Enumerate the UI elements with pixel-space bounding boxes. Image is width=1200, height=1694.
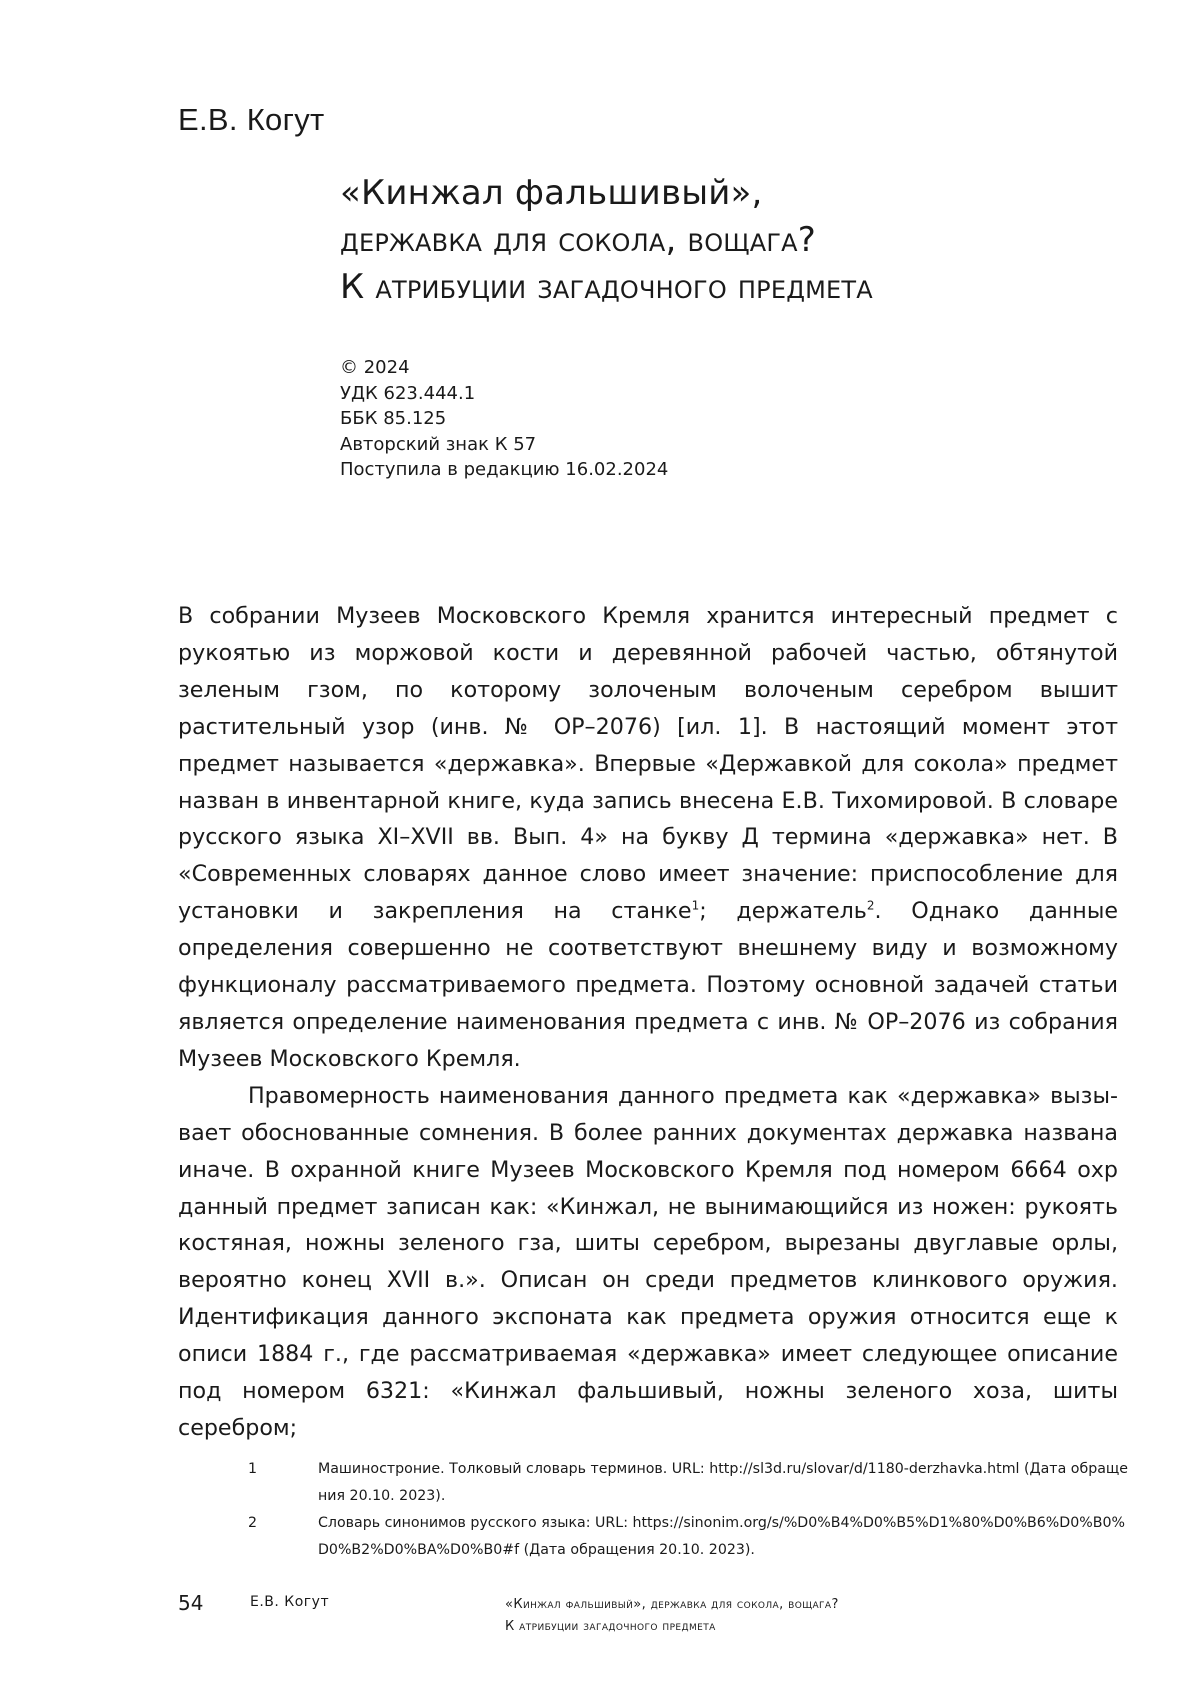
title-line-1: «Кинжал фальшивый», — [340, 173, 763, 213]
footnote-1-text: Машиностроние. Толковый словарь терминов. URL: http://sl3d.ru/slovar/d/1180-derzhavka.html (Дата обращения 20.10. 2023). — [318, 1461, 1128, 1504]
footer-author: Е.В. Когут — [250, 1594, 330, 1610]
footnotes — [248, 1456, 1128, 1564]
footer-title-line-1: «Кинжал фальшивый», державка для сокола, вощага? — [505, 1597, 839, 1612]
page-number: 54 — [178, 1591, 204, 1615]
footnote-1-number: 1 — [248, 1461, 258, 1477]
paragraph-2: Правомерность наименования данного предмета как «державка» вызывает обоснованные сомнения. В более ранних документах державка названа иначе. В охранной книге Музеев Московского Кремля под номером 6664 охр данный предмет записан как: «Кинжал, не вынимающийся из ножен: рукоять костяная, ножны зеленого гза, шиты серебром, вырезаны двуглавые орлы, вероятно конец XVII в.». Описан он среди предметов клинкового оружия. Идентификация данного экспоната как предмета оружия относится еще к описи 1884 г., где рассматриваемая «державка» имеет следующее описание под номером 6321: «Кинжал фальшивый, ножны зеленого хоза, шиты серебром; — [178, 1082, 1118, 1441]
article-title — [340, 170, 1140, 311]
page-author: Е.В. Когут — [178, 102, 325, 137]
udk-code: УДК 623.444.1 — [340, 382, 476, 404]
article-body — [178, 598, 1118, 1447]
author-sign: Авторский знак К 57 — [340, 433, 537, 455]
article-metadata — [340, 355, 668, 483]
title-line-2: державка для сокола, вощага? — [340, 220, 817, 260]
footnote-ref-1[interactable]: 1 — [691, 898, 700, 913]
copyright: © 2024 — [340, 357, 410, 378]
paragraph-1-part-b: ; держатель — [699, 898, 867, 925]
paragraph-1-part-a: В собрании Музеев Московского Кремля хранится интересный предмет с рукоятью из моржовой кости и деревянной рабочей частью, обтянутой зеленым гзом, по которому золоченым волоченым серебром вышит растительный узор (инв. № ОР–2076) [ил. 1]. В настоящий момент этот предмет называется «державка». Впервые «Державкой для сокола» предмет назван в инвентарной книге, куда запись внесена Е.В. Тихомировой. В словаре русского языка XI–XVII вв. Вып. 4» на букву Д термина «державка» нет. В «Современных словарях данное слово имеет значение: приспособление для установки и закрепления на станке — [178, 603, 1118, 925]
footnote-2-text: Словарь синонимов русского языка: URL: https://sinonim.org/s/%D0%B4%D0%B5%D1%80%D0%B6%D0%B0%D0%B2%D0%BA%D0%B0#f (Дата обращения 20.10. 2023). — [318, 1515, 1125, 1558]
footnote-2 — [248, 1510, 1128, 1564]
footer-title-line-2: К атрибуции загадочного предмета — [505, 1619, 716, 1634]
title-line-3: К атрибуции загадочного предмета — [340, 267, 873, 307]
received-date: Поступила в редакцию 16.02.2024 — [340, 459, 669, 480]
paragraph-1 — [178, 598, 1118, 1078]
paragraph-1-part-c: . Однако данные определения совершенно не соответствуют внешнему виду и возможному функционалу рассматриваемого предмета. Поэтому основной задачей статьи является определение наименования предмета с инв. № ОР–2076 из собрания Музеев Московского Кремля. — [178, 898, 1118, 1072]
footnote-ref-2[interactable]: 2 — [866, 898, 875, 913]
footnote-2-number: 2 — [248, 1515, 258, 1531]
footer-title — [505, 1594, 975, 1638]
bbk-code: ББК 85.125 — [340, 408, 447, 429]
footnote-1 — [248, 1456, 1128, 1510]
